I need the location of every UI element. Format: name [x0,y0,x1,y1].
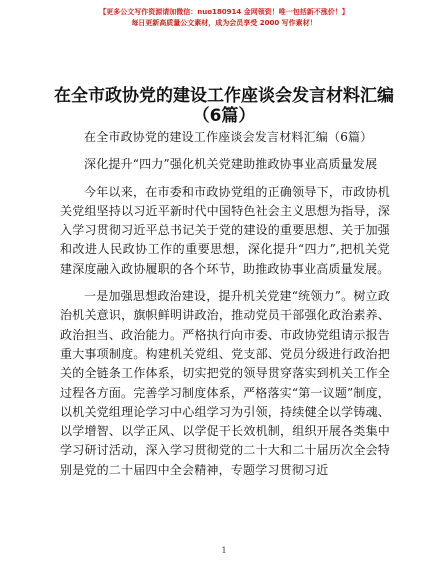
document-title-line2: （6篇） [192,106,256,126]
document-title [40,86,408,126]
page-number: 1 [221,546,227,555]
document-body [60,128,390,480]
document-title-line1: 在全市政协党的建设工作座谈会发言材料汇编 [54,86,394,106]
body-paragraph-2: 一是加强思想政治建设，提升机关党建“统领力”。树立政治机关意识，旗帜鲜明讲政治，推动党员干部强化政治素养、政治担当、政治能力。严格执行向市委、市政协党组请示报告重大事项制度。构建机关党组、党支部、党员分级进行政治把关的全链条工作体系，切实把党的领导贯穿落实到机关工作全过程各方面。完善学习制度体系，严格落实“第一议题”制度，以机关党组理论学习中心组学习为引领，持续健全以学铸魂、以学增智、以学正风、以学促干长效机制，组织开展各类集中学习研讨活动，深入学习贯彻党的二十大和二十届历次全会特别是党的二十届四中全会精神，专题学习贯彻习近 [60,289,390,477]
body-paragraph-1: 今年以来，在市委和市政协党组的正确领导下，市政协机关党组坚持以习近平新时代中国特色社会主义思想为指导，深入学习贯彻习近平总书记关于党的建设的重要思想、关于加强和改进人民政协工作的重要思想，深化提升“四力”,把机关党建深度融入政协履职的各个环节，助推政协事业高质量发展。 [60,184,390,276]
section-heading: 深化提升“四力”强化机关党建助推政协事业高质量发展 [84,157,378,172]
document-subtitle: 在全市政协党的建设工作座谈会发言材料汇编（6篇） [84,130,373,144]
promo-banner-line2: 每日更新高质量公文素材，成为会员享受 2000 写作素材！ [131,19,317,27]
promo-banner-line1: 【更多公文写作资源请加微信：nuo180914 金网领资！唯一包括新不涨价！】 [99,8,349,16]
promo-banner [0,7,448,29]
